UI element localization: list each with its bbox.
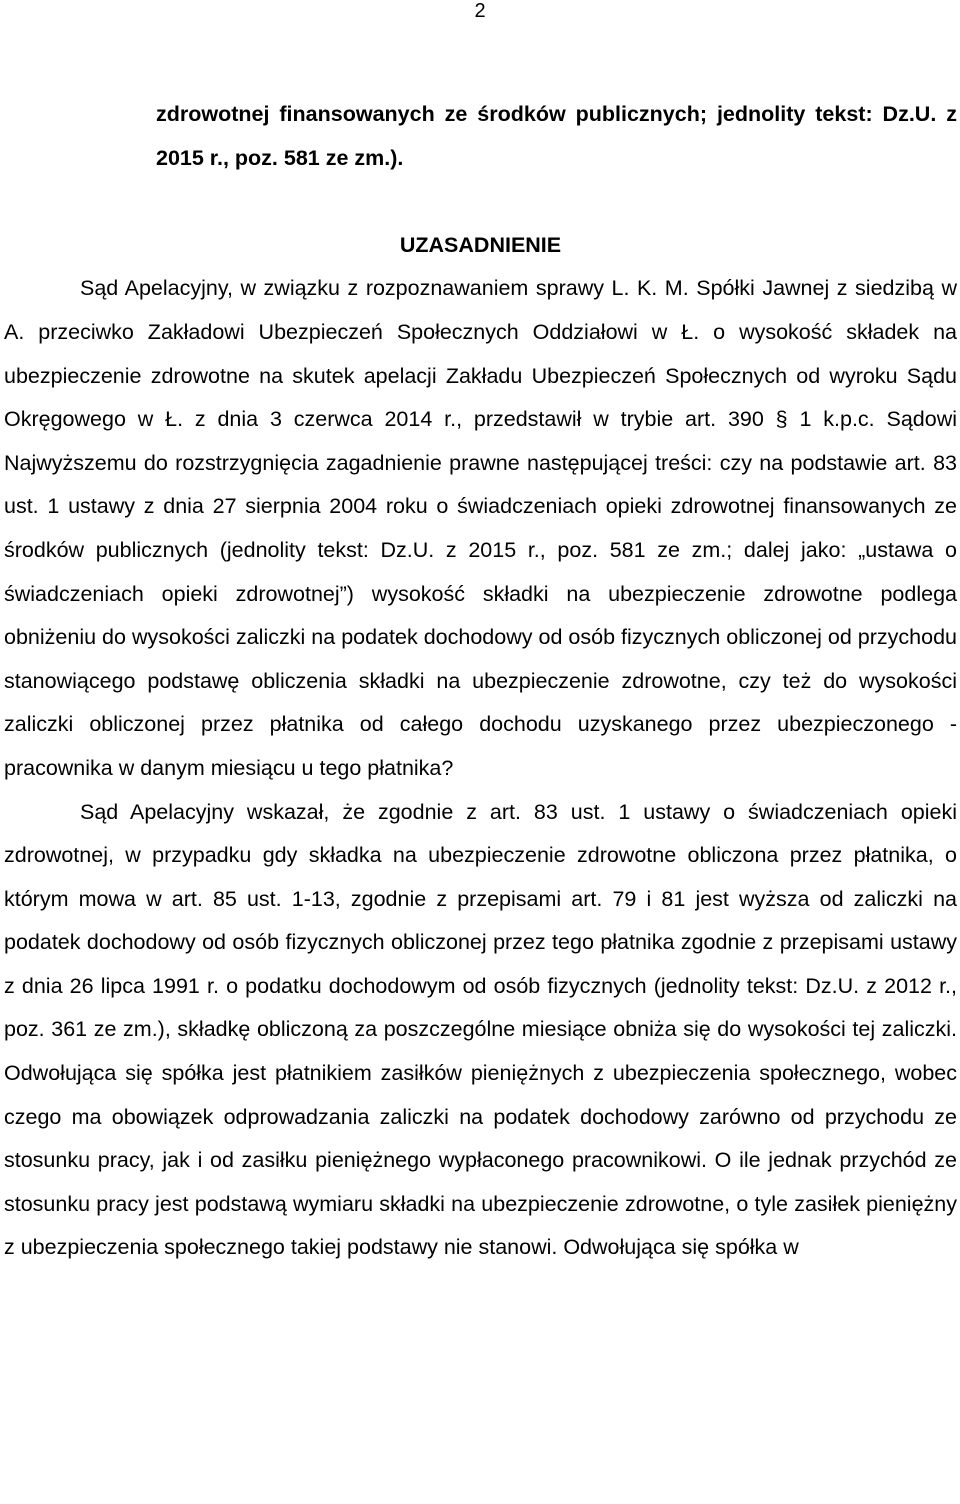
body-paragraph-2: Sąd Apelacyjny wskazał, że zgodnie z art. 83 ust. 1 ustawy o świadczeniach opieki zdrowotnej, w przypadku gdy składka na ubezpieczenie zdrowotne obliczona przez płatnika, o którym mowa w art. 85 ust. 1-13, zgodnie z przepisami art. 79 i 81 jest wyższa od zaliczki na podatek dochodowy od osób fizycznych obliczonej przez tego płatnika zgodnie z przepisami ustawy z dnia 26 lipca 1991 r. o podatku dochodowym od osób fizycznych (jednolity tekst: Dz.U. z 2012 r., poz. 361 ze zm.), składkę obliczoną za poszczególne miesiące obniża się do wysokości tej zaliczki. Odwołująca się spółka jest płatnikiem zasiłków pieniężnych z ubezpieczenia społecznego, wobec czego ma obowiązek odprowadzania zaliczki na podatek dochodowy zarówno od przychodu ze stosunku pracy, jak i od zasiłku pieniężnego wypłaconego pracownikowi. O ile jednak przychód ze stosunku pracy jest podstawą wymiaru składki na ubezpieczenie zdrowotne, o tyle zasiłek pieniężny z ubezpieczenia społecznego takiej podstawy nie stanowi. Odwołująca się spółka w	[4, 799, 957, 1260]
document-body	[4, 93, 957, 1270]
page-number: 2	[474, 0, 486, 22]
section-heading: UZASADNIENIE	[399, 232, 562, 257]
body-paragraph-1: Sąd Apelacyjny, w związku z rozpoznawaniem sprawy L. K. M. Spółki Jawnej z siedzibą w A. przeciwko Zakładowi Ubezpieczeń Społecznych Oddziałowi w Ł. o wysokość składek na ubezpieczenie zdrowotne na skutek apelacji Zakładu Ubezpieczeń Społecznych od wyroku Sądu Okręgowego w Ł. z dnia 3 czerwca 2014 r., przedstawił w trybie art. 390 § 1 k.p.c. Sądowi Najwyższemu do rozstrzygnięcia zagadnienie prawne następującej treści: czy na podstawie art. 83 ust. 1 ustawy z dnia 27 sierpnia 2004 roku o świadczeniach opieki zdrowotnej finansowanych ze środków publicznych (jednolity tekst: Dz.U. z 2015 r., poz. 581 ze zm.; dalej jako: „ustawa o świadczeniach opieki zdrowotnej”) wysokość składki na ubezpieczenie zdrowotne podlega obniżeniu do wysokości zaliczki na podatek dochodowy od osób fizycznych obliczonej od przychodu stanowiącego podstawę obliczenia składki na ubezpieczenie zdrowotne, czy też do wysokości zaliczki obliczonej przez płatnika od całego dochodu uzyskanego przez ubezpieczonego - pracownika w danym miesiącu u tego płatnika?	[4, 276, 957, 780]
intro-paragraph: zdrowotnej finansowanych ze środków publicznych; jednolity tekst: Dz.U. z 2015 r., poz. 581 ze zm.).	[156, 102, 957, 170]
